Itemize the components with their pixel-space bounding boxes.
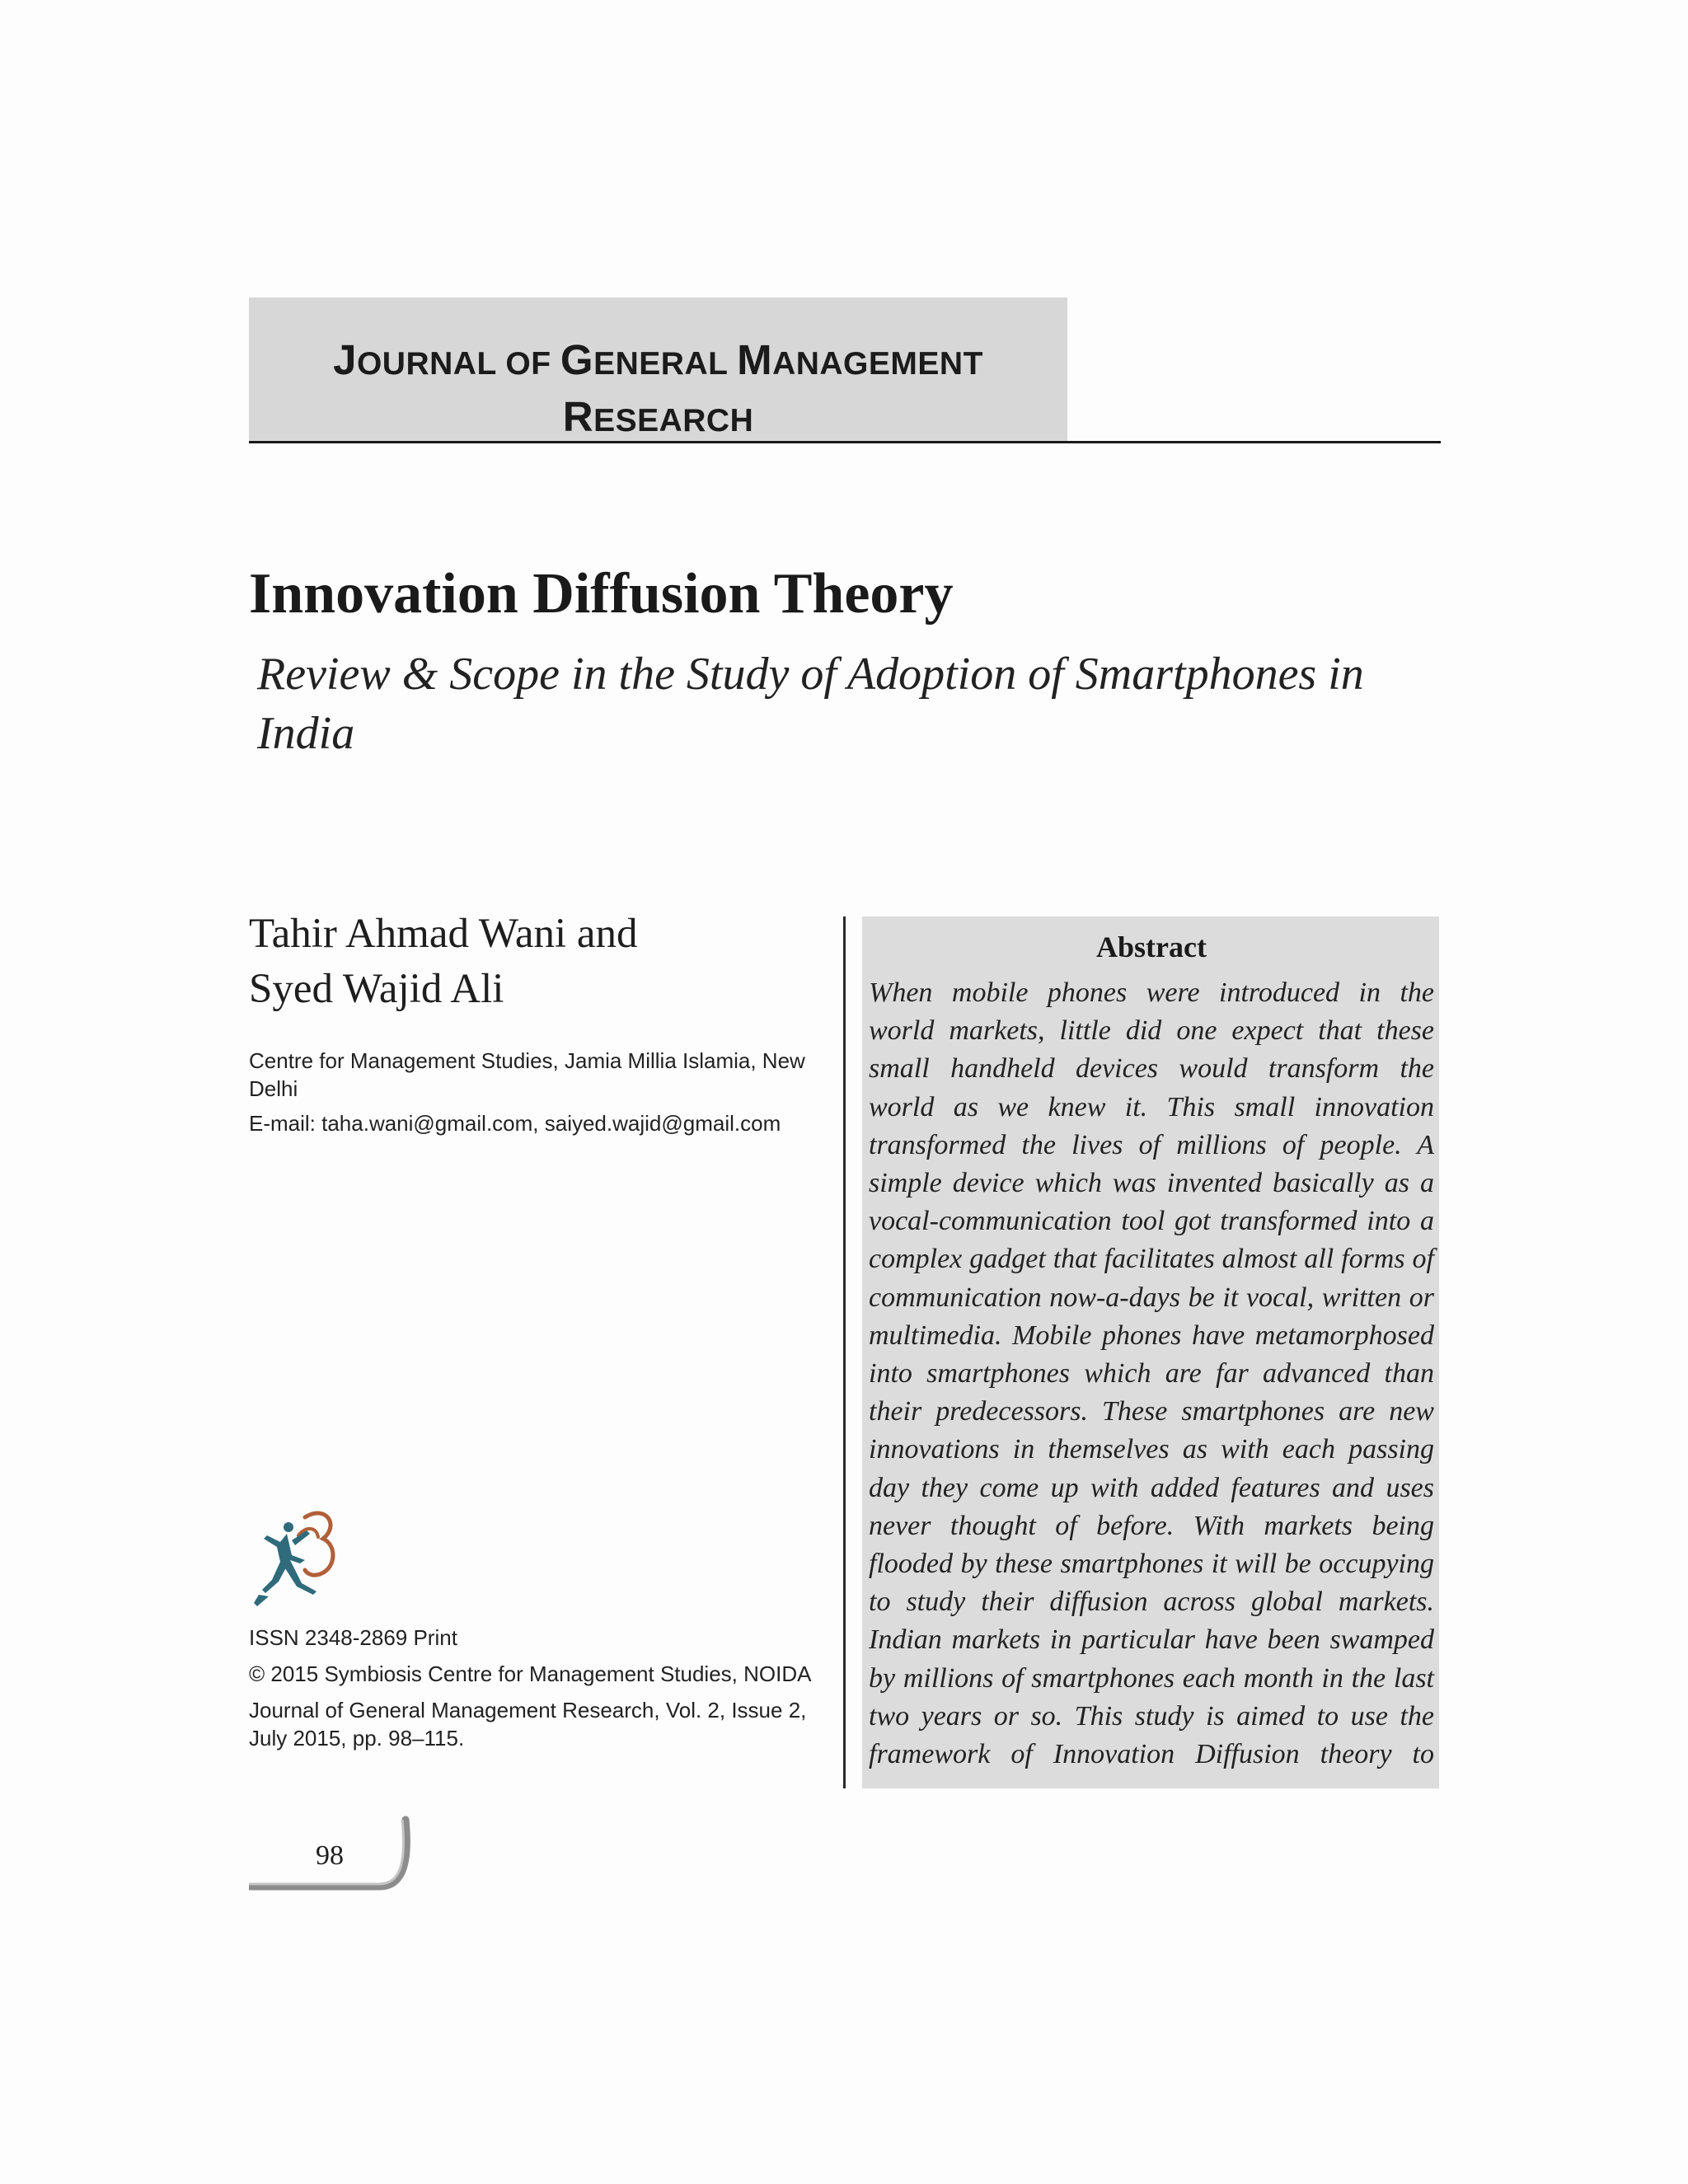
abstract-line: to study their diffusion across global markets. bbox=[869, 1586, 1434, 1618]
abstract-line: never thought of before. With markets being bbox=[869, 1510, 1434, 1541]
abstract-line: by millions of smartphones each month in the last bbox=[869, 1662, 1434, 1694]
abstract-line: simple device which was invented basically as a bbox=[869, 1168, 1434, 1199]
abstract-line: their predecessors. These smartphones are new bbox=[869, 1396, 1434, 1427]
abstract-text bbox=[869, 974, 1434, 1774]
abstract-line: vocal-communication tool got transformed into a bbox=[869, 1206, 1434, 1237]
journal-title-smallcaps: ESEARCH bbox=[593, 403, 754, 438]
abstract-line: multimedia. Mobile phones have metamorphosed bbox=[869, 1319, 1434, 1351]
author-line: Syed Wajid Ali bbox=[249, 966, 504, 1012]
abstract-line: communication now-a-days be it vocal, written or bbox=[869, 1282, 1434, 1313]
abstract-line: into smartphones which are far advanced than bbox=[869, 1358, 1434, 1390]
journal-title-smallcaps: ANAGEMENT bbox=[772, 346, 983, 382]
symbiosis-dancer-logo-icon bbox=[247, 1502, 346, 1613]
abstract-box bbox=[862, 916, 1439, 1788]
journal-title-line2 bbox=[249, 391, 1067, 448]
institution: Centre for Management Studies, Jamia Millia Islamia, New Delhi bbox=[249, 1048, 805, 1101]
abstract-line: flooded by these smartphones it will be occupying bbox=[869, 1549, 1434, 1580]
abstract-line: innovations in themselves as with each passing bbox=[869, 1434, 1434, 1465]
abstract-line: world markets, little did one expect that these bbox=[869, 1015, 1434, 1047]
journal-title-cap: G bbox=[560, 336, 594, 383]
journal-title-line1 bbox=[249, 334, 1067, 391]
abstract-line: complex gadget that facilitates almost all forms of bbox=[869, 1244, 1434, 1275]
abstract-line: two years or so. This study is aimed to use the bbox=[869, 1700, 1434, 1732]
abstract-line: world as we knew it. This small innovation bbox=[869, 1091, 1434, 1122]
publication-info bbox=[249, 1624, 842, 1760]
abstract-line: day they come up with added features and uses bbox=[869, 1472, 1434, 1503]
page-number: 98 bbox=[316, 1840, 344, 1871]
abstract-line: When mobile phones were introduced in the bbox=[869, 977, 1434, 1008]
copyright-notice: © 2015 Symbiosis Centre for Management Studies, NOIDA bbox=[249, 1661, 812, 1686]
citation: Journal of General Management Research, Vol. 2, Issue 2, July 2015, pp. 98–115. bbox=[249, 1698, 807, 1750]
journal-title-cap: R bbox=[562, 393, 594, 440]
author-email: E-mail: taha.wani@gmail.com, saiyed.wajid@gmail.com bbox=[249, 1111, 781, 1136]
journal-title-smallcaps: ENERAL bbox=[593, 346, 738, 382]
journal-title-cap: M bbox=[737, 336, 773, 383]
article-subtitle: Review & Scope in the Study of Adoption of Smartphones in India bbox=[257, 649, 1364, 759]
abstract-line: small handheld devices would transform the bbox=[869, 1053, 1434, 1085]
column-divider bbox=[843, 916, 846, 1788]
issn: ISSN 2348-2869 Print bbox=[249, 1625, 457, 1650]
abstract-heading: Abstract bbox=[1096, 930, 1207, 963]
author-list bbox=[249, 907, 826, 1017]
journal-title-smallcaps: OURNAL OF bbox=[356, 346, 560, 382]
author-affiliation bbox=[249, 1047, 842, 1144]
abstract-line: framework of Innovation Diffusion theory to bbox=[869, 1739, 1434, 1770]
journal-title-cap: J bbox=[333, 336, 357, 383]
journal-title bbox=[249, 334, 1067, 448]
article-title: Innovation Diffusion Theory bbox=[249, 562, 954, 626]
header-rule bbox=[249, 441, 1441, 443]
abstract-line: transformed the lives of millions of people. A bbox=[869, 1129, 1434, 1160]
author-line: Tahir Ahmad Wani and bbox=[249, 911, 638, 957]
abstract-line: Indian markets in particular have been swamped bbox=[869, 1624, 1434, 1656]
